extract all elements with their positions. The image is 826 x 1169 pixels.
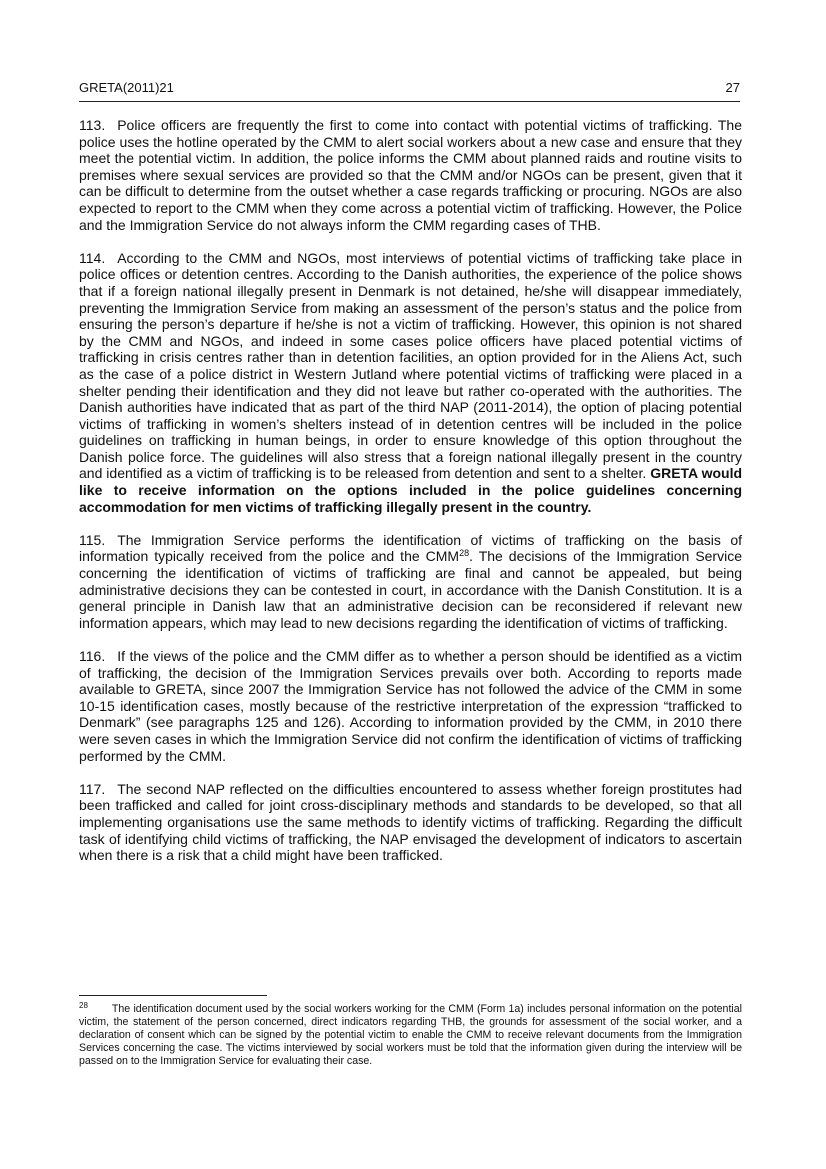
paragraph-text: According to the CMM and NGOs, most interviews of potential victims of trafficking take place in police offices or detention centres. According to the Danish authorities, the experience of the police shows that if a foreign national illegally present in Denmark is not detained, he/she will disappear immediately, preventing the Immigration Service from making an assessment of the person’s status and the police from ensuring the person’s departure if he/she is not a victim of trafficking. However, this opinion is not shared by the CMM and NGOs, and indeed in some cases police officers have placed potential victims of trafficking in crisis centres rather than in detention facilities, an option provided for in the Aliens Act, such as the case of a police district in Western Jutland where potential victims of trafficking were placed in a shelter pending their identification and they did not leave but rather co-operated with the authorities. The Danish authorities have indicated that as part of the third NAP (2011-2014), the option of placing potential victims of trafficking in women’s shelters instead of in detention centres will be included in the police guidelines on trafficking in human beings, in order to ensure knowledge of this option throughout the Danish police force. The guidelines will also stress that a foreign national illegally present in the country and identified as a victim of trafficking is to be released from detention and sent to a shelter. [79, 249, 742, 482]
paragraph-number: 117. [79, 780, 106, 797]
paragraph-117 [79, 781, 742, 864]
greta-request-text: GRETA would like to receive information on the options included in the police guidelines concerning accommodation for men victims of trafficking illegally present in the country. [79, 465, 743, 515]
footnote-reference[interactable]: 28 [459, 548, 470, 559]
page-header [79, 80, 740, 100]
page-number: 27 [725, 80, 740, 95]
document-reference: GRETA(2011)21 [79, 80, 174, 95]
paragraph-text: The second NAP reflected on the difficulties encountered to assess whether foreign prostitutes had been trafficked and called for joint cross-disciplinary methods and standards to be developed, so that all implementing organisations use the same methods to identify victims of trafficking. Regarding the difficult task of identifying child victims of trafficking, the NAP envisaged the development of indicators to ascertain when there is a risk that a child might have been trafficked. [79, 780, 742, 864]
header-divider [79, 101, 740, 102]
paragraph-text: If the views of the police and the CMM differ as to whether a person should be identified as a victim of trafficking, the decision of the Immigration Services prevails over both. According to reports made available to GRETA, since 2007 the Immigration Service has not followed the advice of the CMM in some 10-15 identification cases, mostly because of the restrictive interpretation of the expression “trafficked to Denmark” (see paragraphs 125 and 126). According to information provided by the CMM, in 2010 there were seven cases in which the Immigration Service did not confirm the identification of victims of trafficking performed by the CMM. [79, 648, 742, 764]
paragraph-text: Police officers are frequently the first to come into contact with potential victims of trafficking. The police uses the hotline operated by the CMM to alert social workers about a new case and ensure that they meet the potential victim. In addition, the police informs the CMM about planned raids and routine visits to premises where sexual services are provided so that the CMM and/or NGOs can be present, given that it can be difficult to determine from the outset whether a case regards trafficking or procuring. NGOs are also expected to report to the CMM when they come across a potential victim of trafficking. However, the Police and the Immigration Service do not always inform the CMM regarding cases of THB. [79, 117, 742, 233]
footnote-mark: 28 [79, 1001, 88, 1010]
paragraph-number: 115. [79, 531, 106, 548]
footnote-text: The identification document used by the social workers working for the CMM (Form 1a) includes personal information on the potential victim, the statement of the person concerned, direct indicators regarding THB, the grounds for assessment of the social worker, and a declaration of consent which can be signed by the potential victim to enable the CMM to receive relevant documents from the Immigration Services concerning the case. The victims interviewed by social workers must be told that the information given during the interview will be passed on to the Immigration Service for evaluating their case. [79, 1003, 742, 1067]
paragraph-116 [79, 648, 742, 764]
paragraph-113 [79, 117, 742, 233]
paragraph-text-continued: . The decisions of the Immigration Service concerning the identification of victims of trafficking are final and cannot be appealed, but being administrative decisions they can be contested in court, in accordance with the Danish Constitution. It is a general principle in Danish law that an administrative decision can be reconsidered if relevant new information appears, which may lead to new decisions regarding the identification of victims of trafficking. [79, 548, 742, 631]
footnote-divider [79, 995, 267, 996]
paragraph-115 [79, 532, 742, 632]
paragraph-114 [79, 250, 742, 516]
paragraph-text: The Immigration Service performs the identification of victims of trafficking on the basis of information typically received from the police and the CMM [79, 531, 742, 565]
paragraph-number: 113. [79, 117, 106, 133]
footnote [79, 1003, 742, 1068]
document-body [79, 117, 742, 880]
paragraph-number: 116. [79, 648, 106, 664]
paragraph-number: 114. [79, 249, 106, 266]
